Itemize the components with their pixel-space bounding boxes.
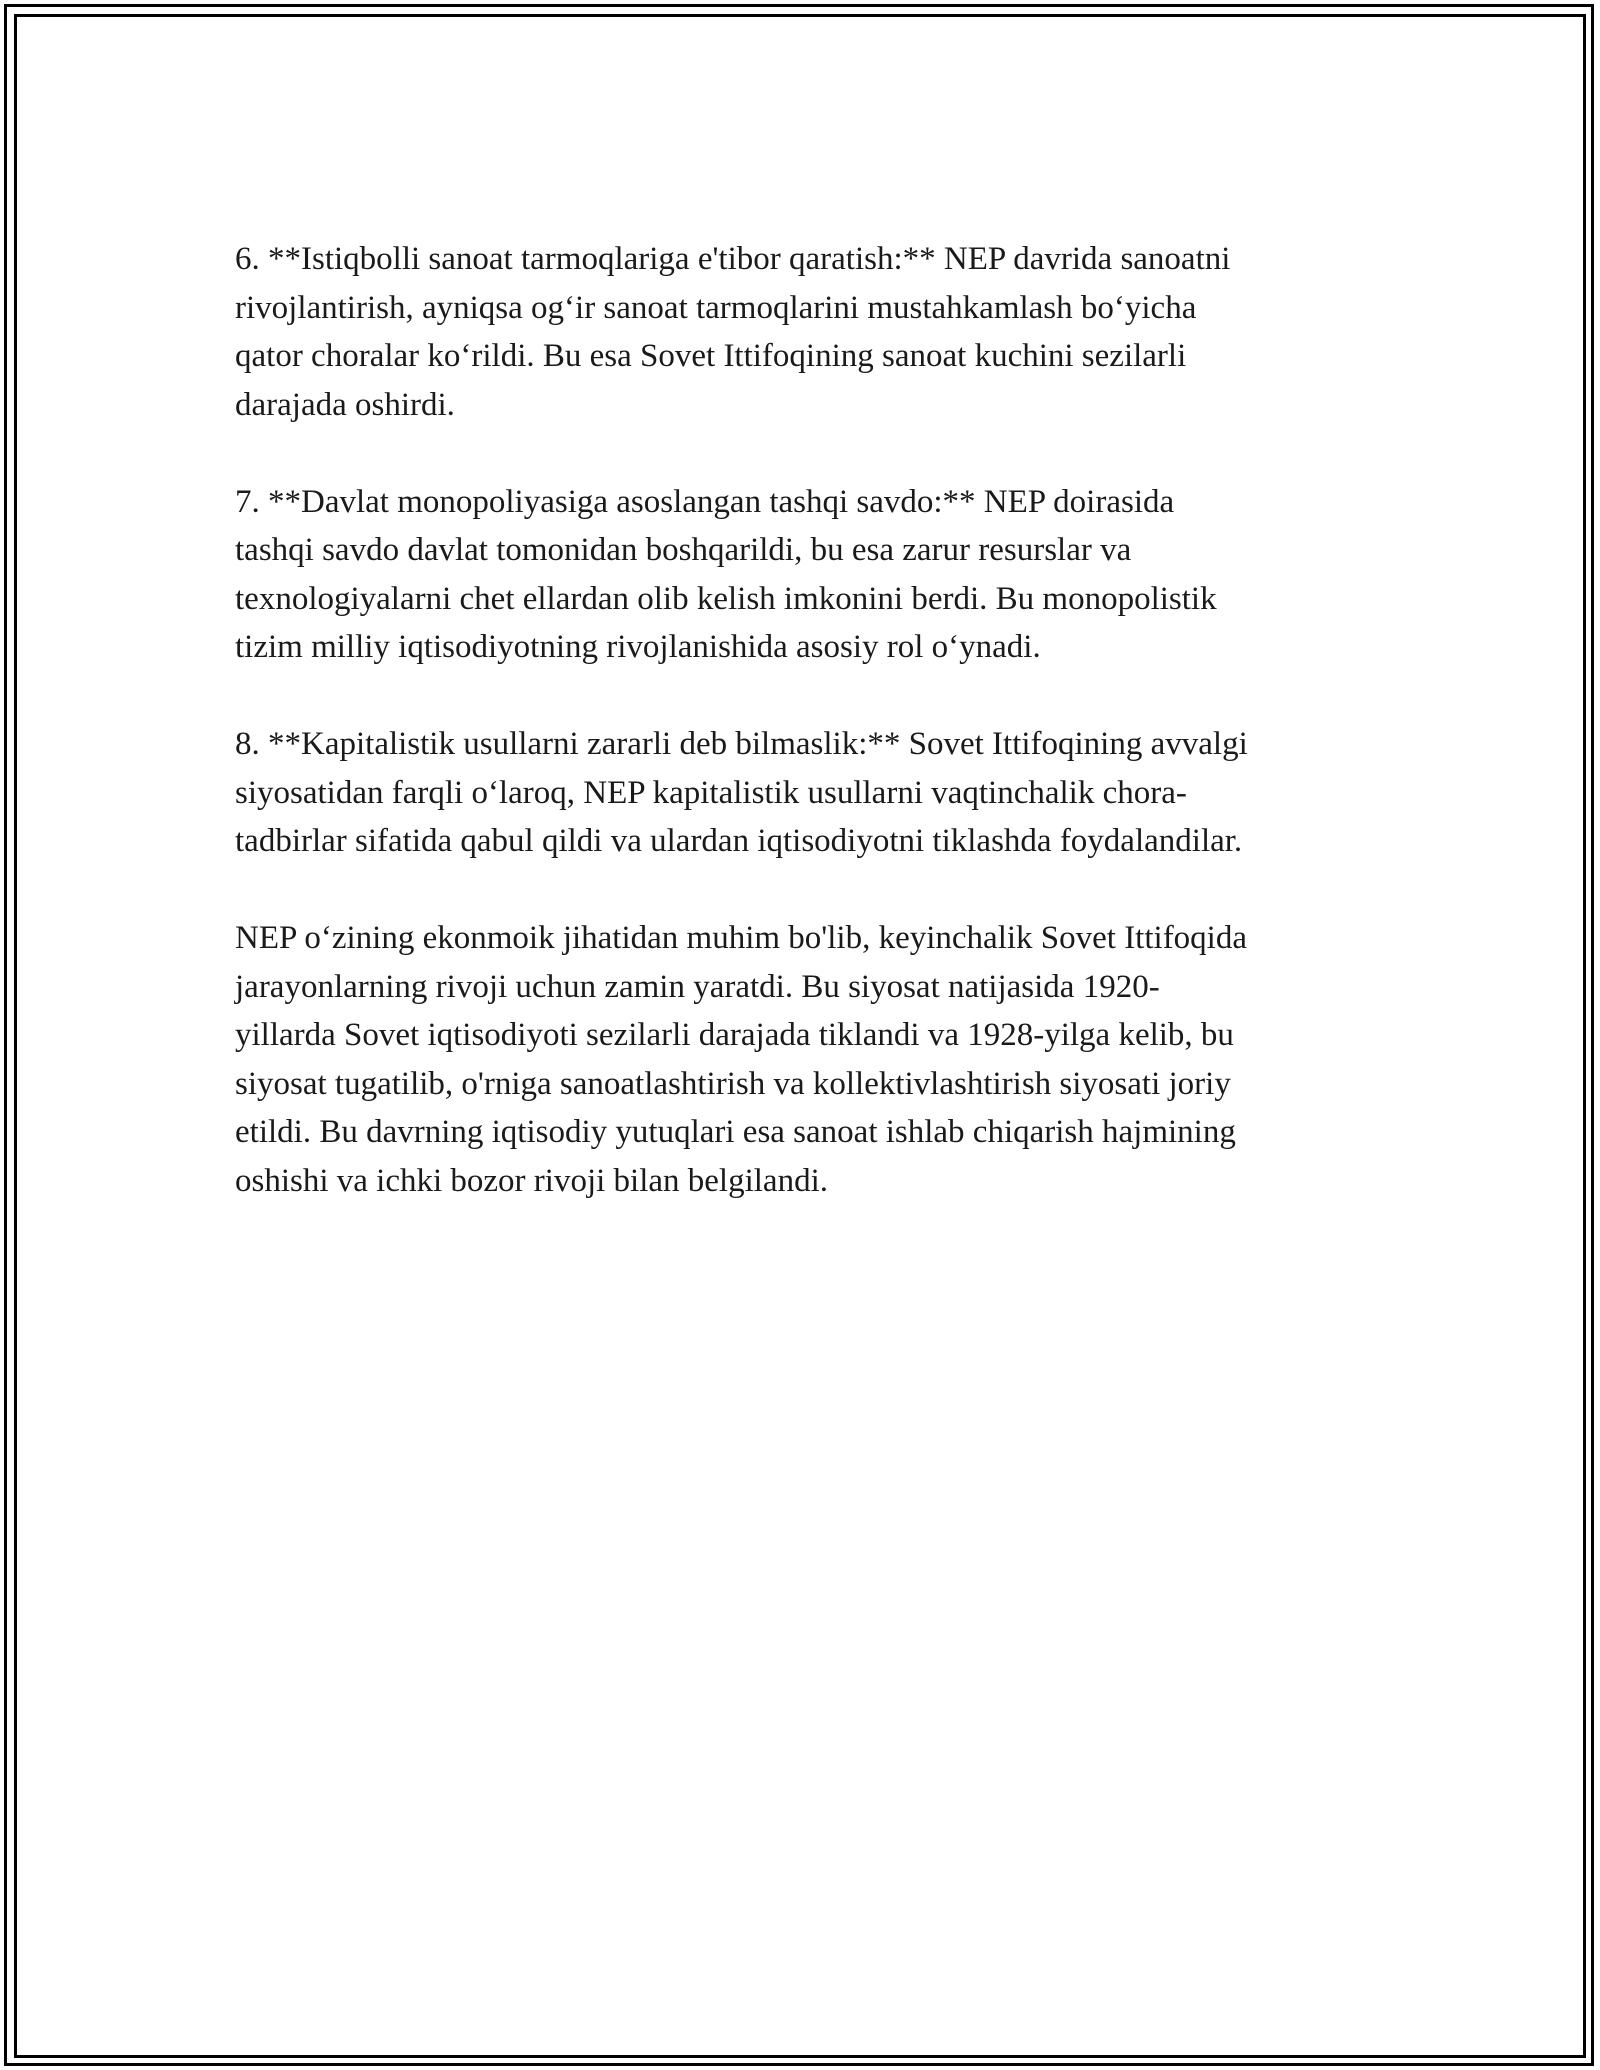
paragraph-item-8: 8. **Kapitalistik usullarni zararli deb bilmaslik:** Sovet Ittifoqining avvalgi siyosatidan farqli o‘laroq, NEP kapitalistik usullarni vaqtinchalik chora- tadbirlar sifatida qabul qildi va ulardan iqtisodiyotni tiklashda foydalandilar. <box>235 726 1248 859</box>
paragraph-item-6: 6. **Istiqbolli sanoat tarmoqlariga e'tibor qaratish:** NEP davrida sanoatni rivojlantirish, ayniqsa og‘ir sanoat tarmoqlarini mustahkamlash bo‘yicha qator choralar ko‘rildi. Bu esa Sovet Ittifoqining sanoat kuchini sezilarli darajada oshirdi. <box>235 241 1231 423</box>
document-body <box>235 235 1375 1254</box>
paragraph-item-7: 7. **Davlat monopoliyasiga asoslangan tashqi savdo:** NEP doirasida tashqi savdo davlat tomonidan boshqarildi, bu esa zarur resurslar va texnologiyalarni chet ellardan olib kelish imkonini berdi. Bu monopolistik tizim milliy iqtisodiyotning rivojlanishida asosiy rol o‘ynadi. <box>235 483 1217 665</box>
paragraph-conclusion: NEP o‘zining ekonmoik jihatidan muhim bo'lib, keyinchalik Sovet Ittifoqida jarayonlarning rivoji uchun zamin yaratdi. Bu siyosat natijasida 1920- yillarda Sovet iqtisodiyoti sezilarli darajada tiklandi va 1928-yilga kelib, bu siyosat tugatilib, o'rniga sanoatlashtirish va kollektivlashtirish siyosati joriy etildi. Bu davrning iqtisodiy yutuqlari esa sanoat ishlab chiqarish hajmining oshishi va ichki bozor rivoji bilan belgilandi. <box>235 920 1247 1199</box>
